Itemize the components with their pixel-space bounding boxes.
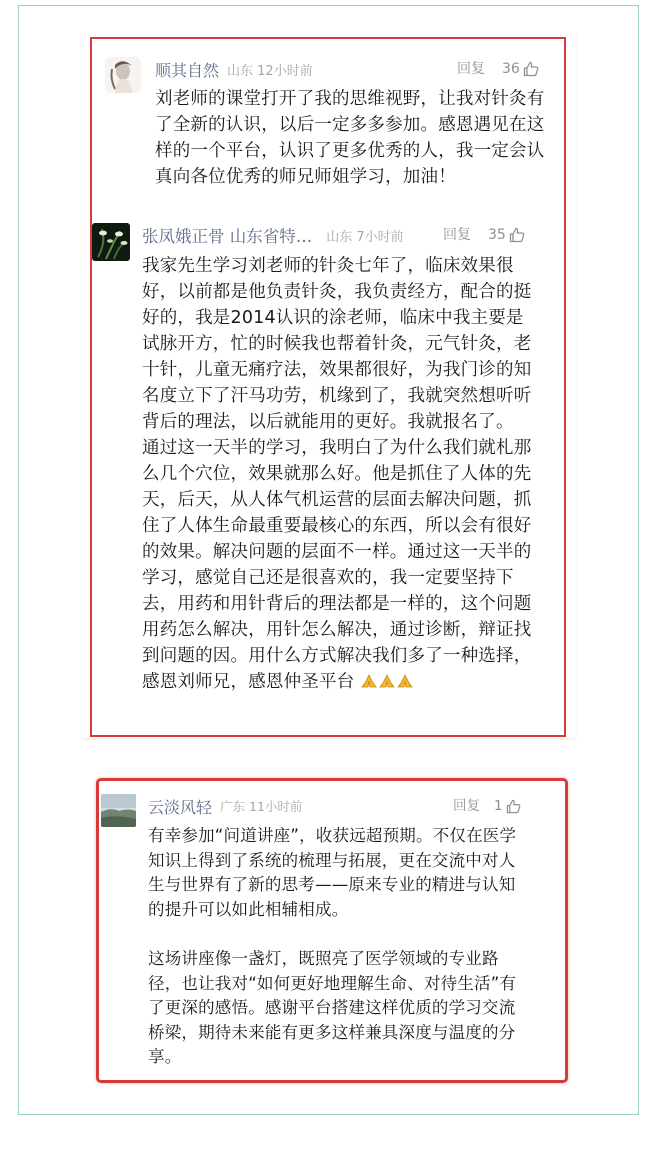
avatar-image [92,223,130,261]
comment-paragraph: 通过这一天半的学习，我明白了为什么我们就札那么几个穴位，效果就那么好。他是抓住了人体的先天，后天，从人体气机运营的层面去解决问题，抓住了人体生命最重要最核心的东西，所以会有很好的效果。解决问题的层面不一样。通过这一天半的学习，感觉自己还是很喜欢的，我一定要坚持下去，用药和用针背后的理法都是一样的，这个问题用药怎么解决，用针怎么解决，通过诊断，辩证找到问题的因。用什么方式解决我们多了一种选择，感恩刘师兄，感恩仲圣平台 [142,438,532,692]
comment-text [142,253,537,695]
avatar[interactable] [92,223,130,261]
comment-author[interactable]: 张凤娥正骨 山东省特… [142,227,313,246]
comment-location-time: 山东 12小时前 [227,63,313,79]
highlighted-comment-card [96,778,568,1083]
comment-author[interactable]: 顺其自然 [155,60,220,80]
like-button[interactable] [494,794,521,818]
praying-hands-icon [378,673,396,689]
comment-item [105,57,550,197]
comment-item [101,794,563,1074]
like-count: 1 [494,798,503,814]
comment-paragraph-with-emoji [142,435,537,695]
comment-text [155,86,545,190]
like-count: 36 [502,61,520,77]
like-count: 35 [488,227,506,243]
praying-hands-icon [360,673,378,689]
thumbs-up-icon [506,799,521,814]
comment-location-time: 山东 7小时前 [326,229,404,245]
praying-hands-icon [396,673,414,689]
reply-button[interactable]: 回复 [443,227,471,243]
thumbs-up-icon [509,227,525,243]
comment-header [148,794,302,818]
avatar-image [101,794,136,827]
highlighted-comments-card [90,37,566,737]
comment-paragraph: 刘老师的课堂打开了我的思维视野，让我对针灸有了全新的认识，以后一定多多参加。感恩遇见在这样的一个平台，认识了更多优秀的人，我一定会认真向各位优秀的师兄师姐学习，加油！ [155,89,545,187]
avatar-image [105,57,141,93]
reply-button[interactable]: 回复 [457,61,485,77]
thumbs-up-icon [523,61,539,77]
comment-paragraph: 有幸参加“问道讲座”，收获远超预期。不仅在医学知识上得到了系统的梳理与拓展，更在交流中对人生与世界有了新的思考——原来专业的精进与认知的提升可以如此相辅相成。 [148,826,517,919]
comment-paragraph: 我家先生学习刘老师的针灸七年了，临床效果很好，以前都是他负责针灸，我负责经方，配合的挺好的，我是2014认识的涂老师，临床中我主要是试脉开方，忙的时候我也帮着针灸，元气针灸，老十针，儿童无痛疗法，效果都很好，为我门诊的知名度立下了汗马功劳，机缘到了，我就突然想听听背后的理法，以后就能用的更好。我就报名了。 [142,256,532,432]
like-button[interactable] [502,57,539,81]
paragraph-spacer [148,922,523,947]
like-button[interactable] [488,223,525,247]
comment-item [92,223,562,733]
comment-location-time: 广东 11小时前 [220,799,303,814]
comment-paragraph: 这场讲座像一盏灯，既照亮了医学领域的专业路径，也让我对“如何更好地理解生命、对待生活”有了更深的感悟。感谢平台搭建这样优质的学习交流桥梁，期待未来能有更多这样兼具深度与温度的分享。 [148,949,517,1066]
comment-header [142,223,404,247]
comment-header [155,57,313,81]
avatar[interactable] [101,794,136,827]
reply-button[interactable]: 回复 [453,798,480,814]
comment-author[interactable]: 云淡风轻 [148,797,213,817]
avatar[interactable] [105,57,141,93]
comment-text [148,824,523,1070]
